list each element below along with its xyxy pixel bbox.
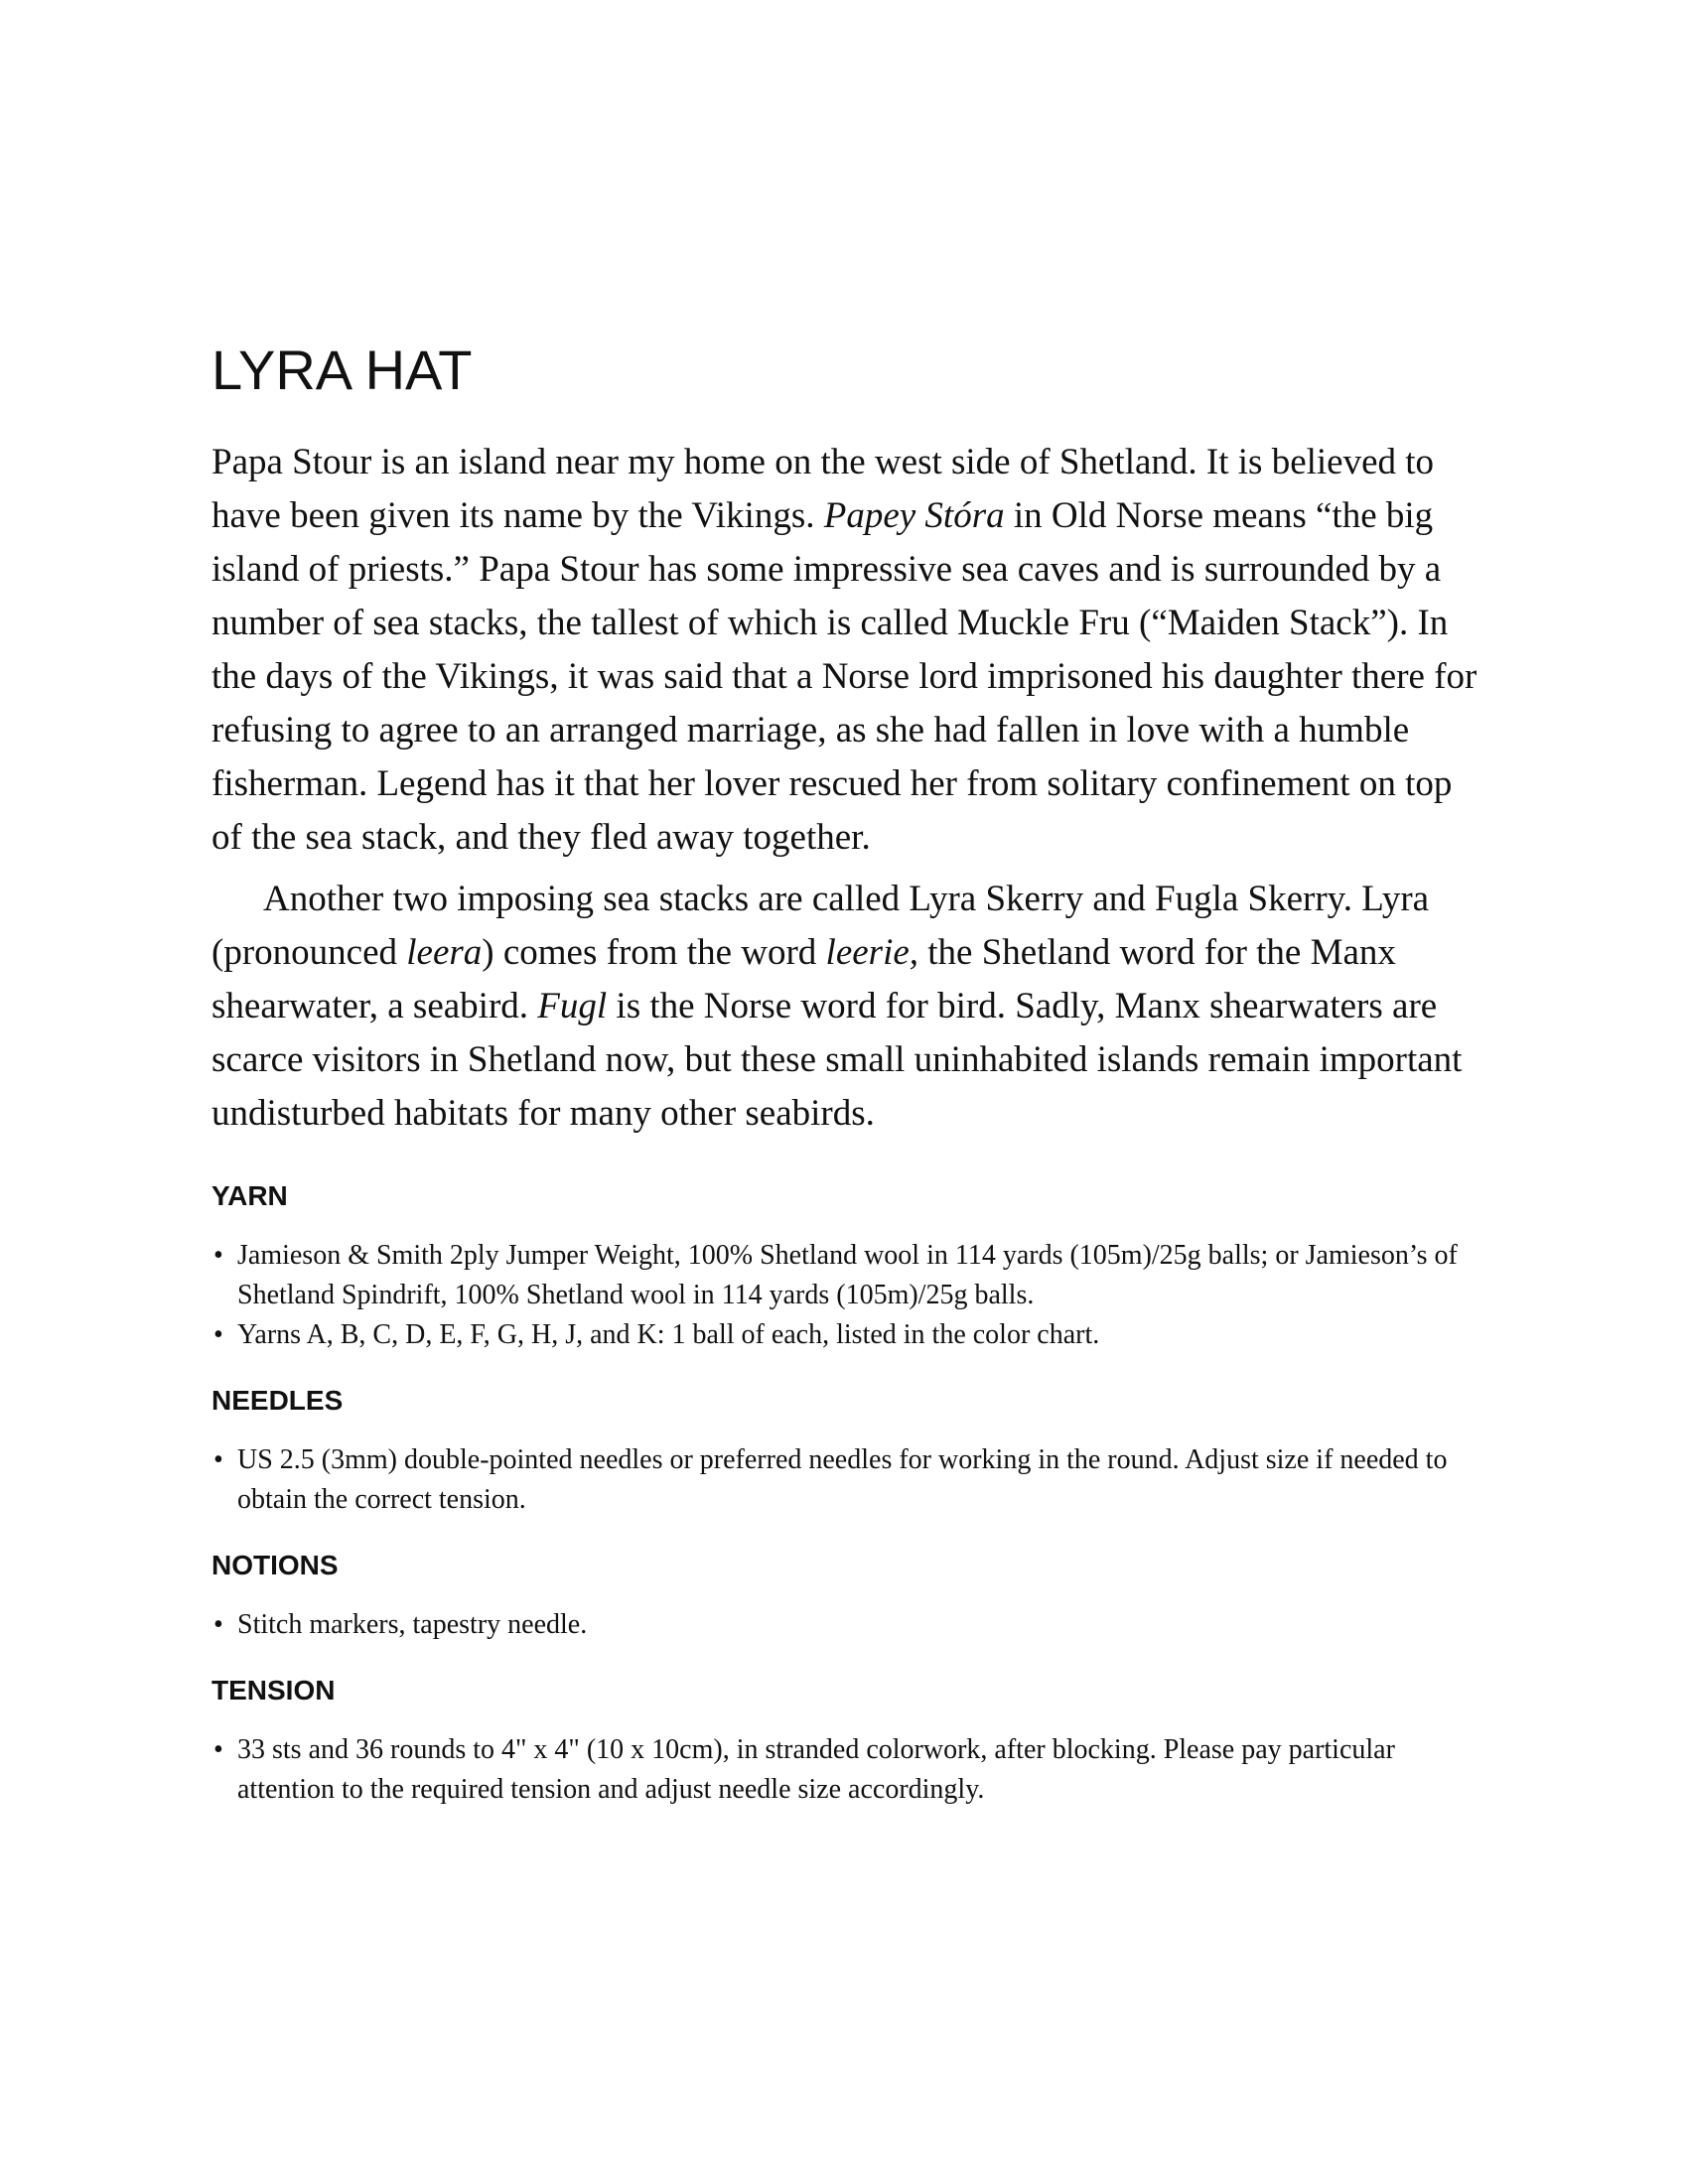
intro-p2-italic-fugl: Fugl bbox=[537, 986, 608, 1026]
tension-list bbox=[211, 1730, 1482, 1810]
section-tension bbox=[211, 1677, 1482, 1810]
list-item: • Stitch markers, tapestry needle. bbox=[211, 1605, 1482, 1645]
intro-p2-italic-leerie: leerie, bbox=[825, 932, 919, 973]
pattern-page bbox=[211, 339, 1482, 1810]
list-item: • Jamieson & Smith 2ply Jumper Weight, 100% Shetland wool in 114 yards (105m)/25g balls; or Jamieson’s of Shetland Spindrift, 100% Shetland wool in 114 yards (105m)/25g balls. bbox=[211, 1236, 1482, 1315]
intro-paragraph-2 bbox=[211, 873, 1482, 1141]
intro-p2-text-b: ) comes from the word bbox=[482, 932, 826, 973]
section-yarn bbox=[211, 1182, 1482, 1355]
list-item: • US 2.5 (3mm) double-pointed needles or preferred needles for working in the round. Adjust size if needed to obtain the correct tension. bbox=[211, 1440, 1482, 1520]
intro-p2-text-d: is the Norse word for bird. Sadly, Manx shearwaters are scarce visitors in Shetland now, but these small uninhabited islands remain important undisturbed habitats for many other seabirds. bbox=[211, 986, 1463, 1134]
intro-p1-italic-papey-stora: Papey Stóra bbox=[823, 495, 1005, 536]
intro-p1-text-a: Papa Stour is an island near my home on the west side of Shetland. It is believed to have been given its name by the Vikings. bbox=[211, 442, 1435, 536]
intro-p2-italic-leera: leera bbox=[406, 932, 483, 973]
section-heading-needles: NEEDLES bbox=[211, 1385, 344, 1416]
intro-p1-text-b: in Old Norse means “the big island of priests.” Papa Stour has some impressive sea caves and is surrounded by a number of sea stacks, the tallest of which is called Muckle Fru (“Maiden Stack”). In the days of the Vikings, it was said that a Norse lord imprisoned his daughter there for refusing to agree to an arranged marriage, as she had fallen in love with a humble fisherman. Legend has it that her lover rescued her from solitary confinement on top of the sea stack, and they fled away together. bbox=[211, 495, 1477, 858]
list-item: • Yarns A, B, C, D, E, F, G, H, J, and K: 1 ball of each, listed in the color chart. bbox=[211, 1315, 1482, 1355]
section-needles bbox=[211, 1387, 1482, 1520]
notions-list bbox=[211, 1605, 1482, 1645]
section-heading-yarn: YARN bbox=[211, 1180, 288, 1211]
section-heading-tension: TENSION bbox=[211, 1675, 336, 1706]
section-notions bbox=[211, 1552, 1482, 1645]
yarn-list bbox=[211, 1236, 1482, 1355]
list-item: • 33 sts and 36 rounds to 4" x 4" (10 x 10cm), in stranded colorwork, after blocking. Please pay particular attention to the required tension and adjust needle size accordingly. bbox=[211, 1730, 1482, 1810]
intro-text bbox=[211, 436, 1482, 1141]
needles-list bbox=[211, 1440, 1482, 1520]
intro-p2-text-c: the Shetland word for the Manx shearwater, a seabird. bbox=[211, 932, 1396, 1026]
intro-p2-text-a: Another two imposing sea stacks are called Lyra Skerry and Fugla Skerry. Lyra (pronounced bbox=[211, 879, 1430, 973]
intro-paragraph-1 bbox=[211, 436, 1482, 865]
section-heading-notions: NOTIONS bbox=[211, 1550, 339, 1580]
page-title: LYRA HAT bbox=[211, 339, 473, 401]
